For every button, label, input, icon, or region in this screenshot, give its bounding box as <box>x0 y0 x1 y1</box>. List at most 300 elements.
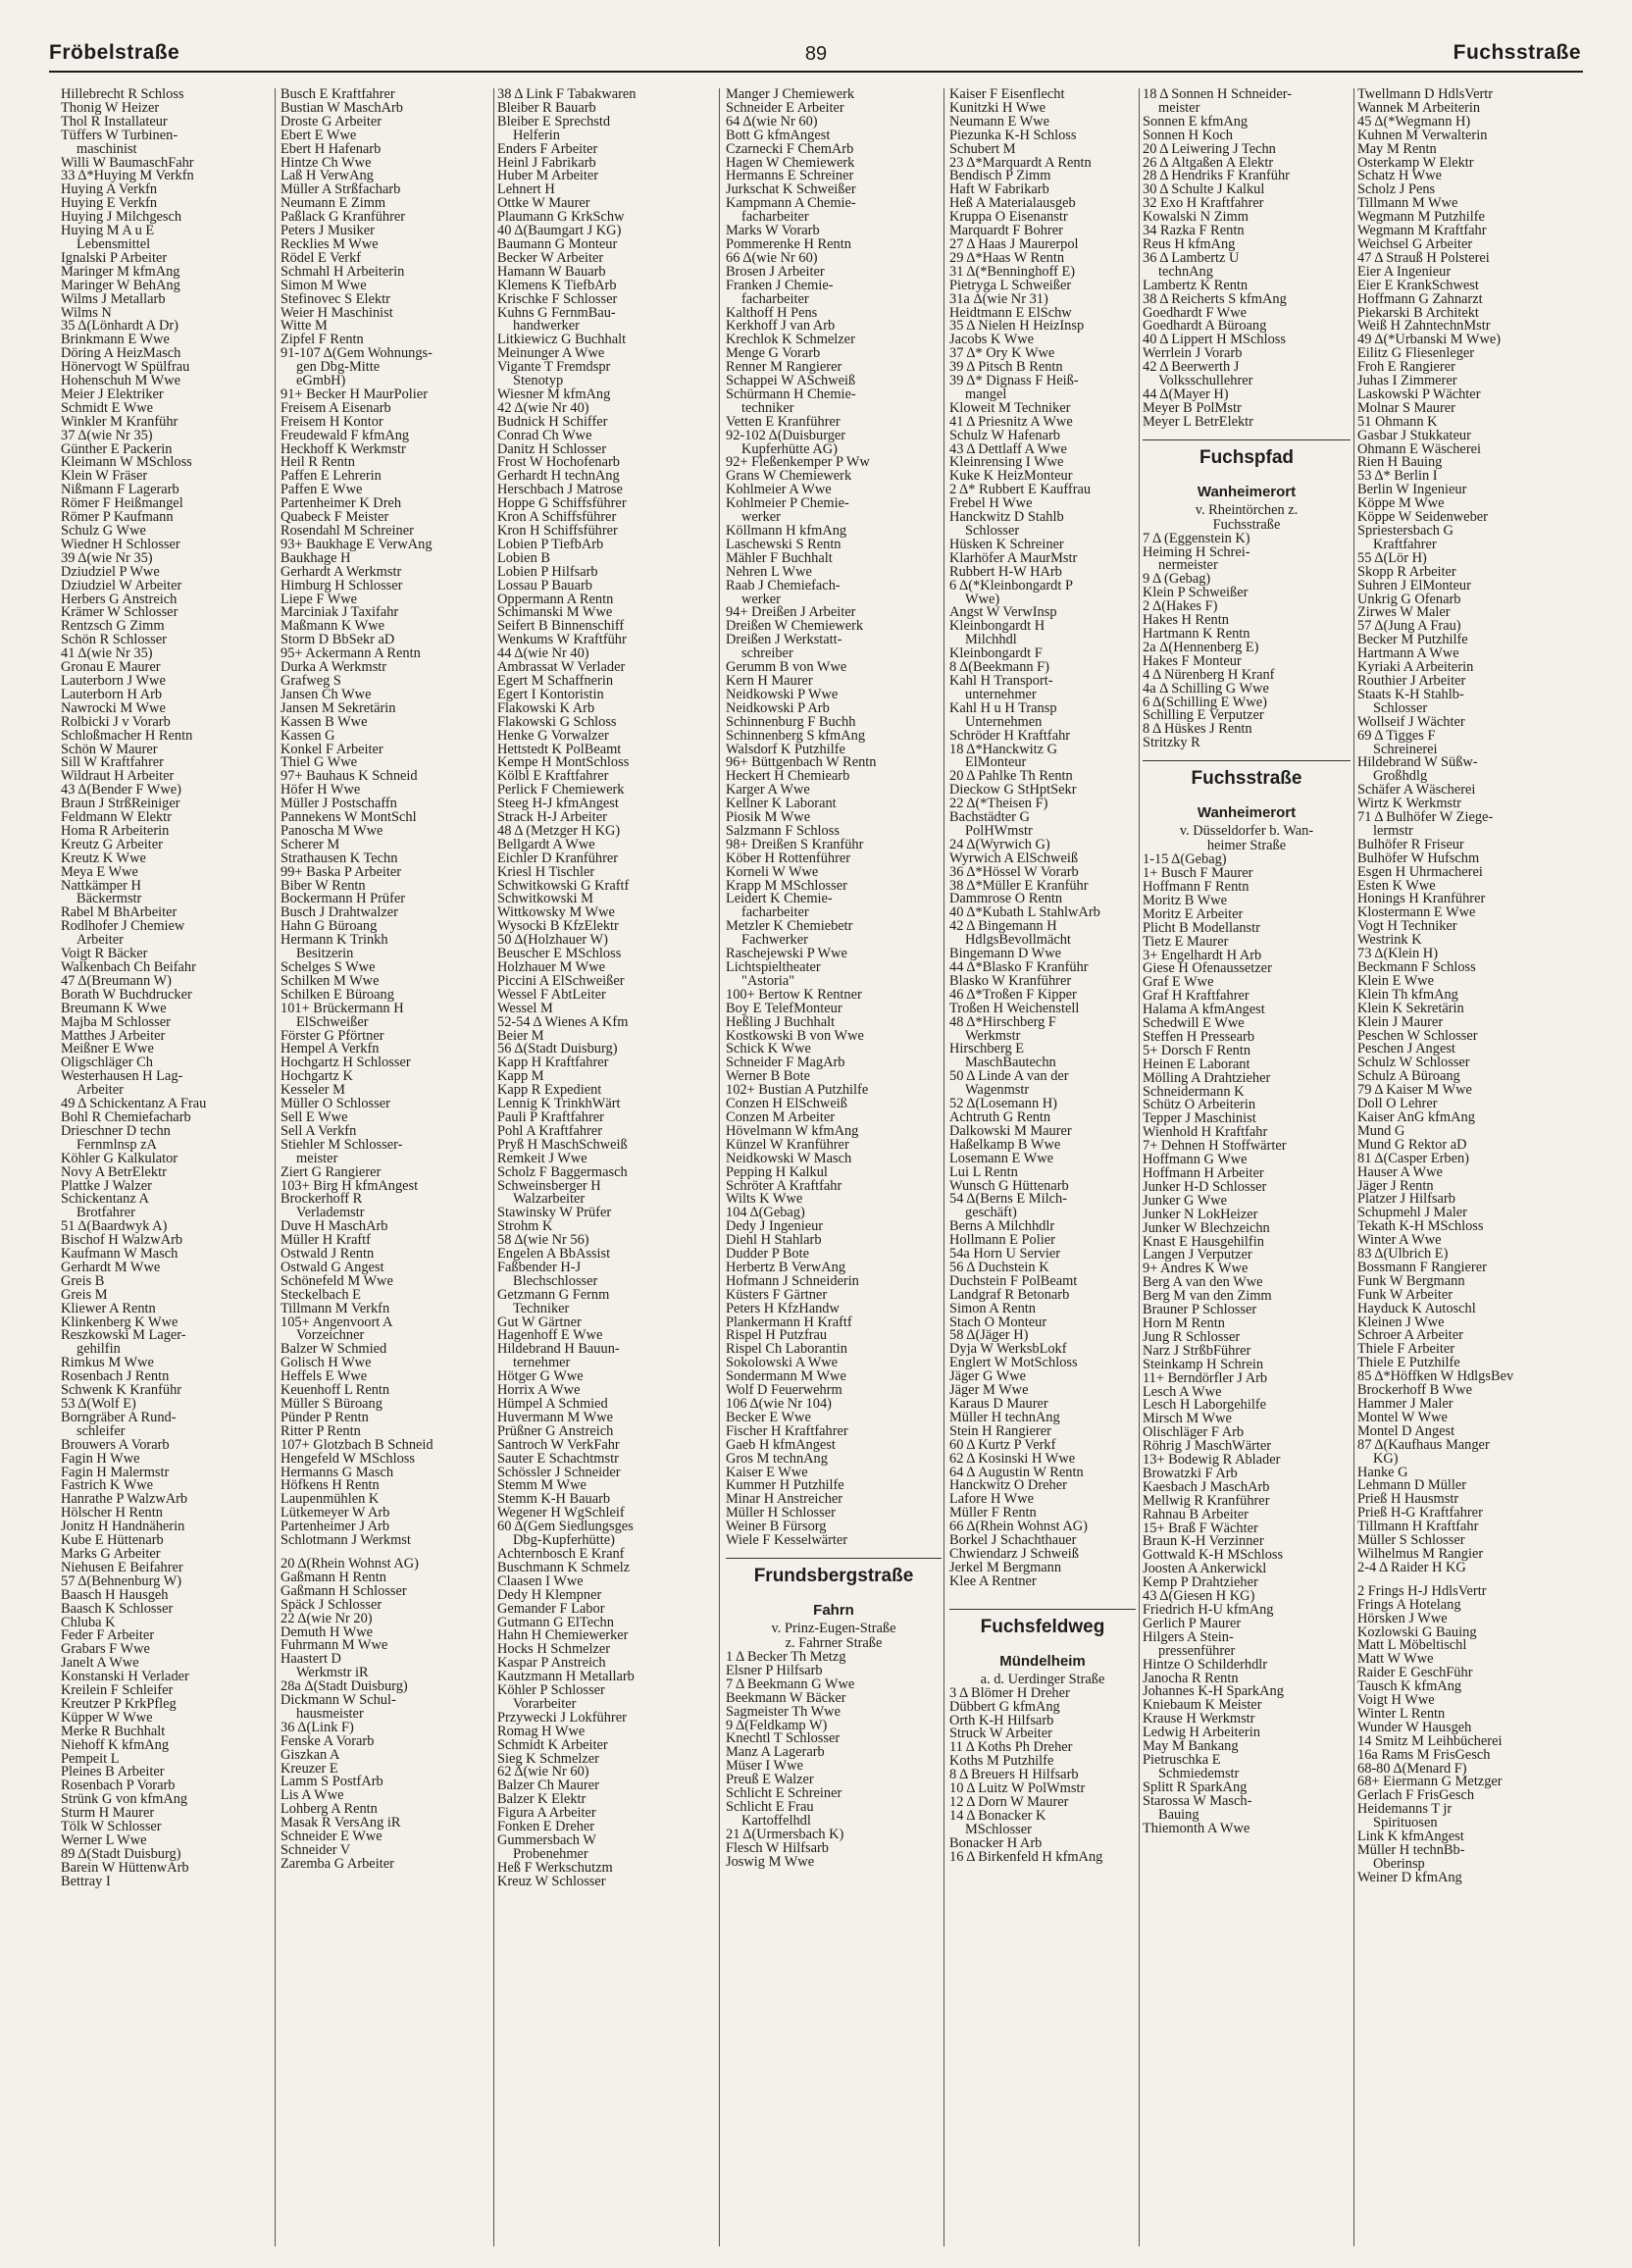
directory-entry: Laschewski S Rentn <box>726 536 842 552</box>
directory-entry: Wildraut H Arbeiter <box>61 768 175 785</box>
directory-entry: Schütz O Arbeiterin <box>1143 1097 1256 1113</box>
directory-entry: Schulz A Büroang <box>1357 1068 1460 1085</box>
directory-entry: Egert M Schaffnerin <box>497 672 614 689</box>
directory-entry: Köber H Rottenführer <box>726 850 851 866</box>
entry-continuation: Helferin <box>513 127 560 143</box>
directory-entry: Heinen E Laborant <box>1143 1056 1250 1072</box>
directory-entry: Höfer H Wwe <box>280 782 361 799</box>
entry-continuation: Bauing <box>1158 1806 1199 1823</box>
directory-entry: 53 Δ* Berlin I <box>1357 468 1438 485</box>
entry-continuation: PolHWmstr <box>965 822 1033 839</box>
directory-entry: 41 Δ Priesnitz A Wwe <box>949 413 1073 430</box>
directory-entry: Peschen J Angest <box>1357 1041 1455 1057</box>
directory-entry: Wilts K Wwe <box>726 1191 803 1208</box>
directory-entry: Marks G Arbeiter <box>61 1545 161 1562</box>
directory-entry: Freisem H Kontor <box>280 413 383 430</box>
directory-entry: Kerkhoff J van Arb <box>726 318 836 335</box>
directory-entry: Wegener H WgSchleif <box>497 1505 625 1521</box>
directory-entry: Karaus D Maurer <box>949 1396 1048 1412</box>
directory-entry: Grabars F Wwe <box>61 1641 150 1658</box>
directory-entry: Walsdorf K Putzhilfe <box>726 741 845 757</box>
entry-continuation: meister <box>1158 99 1200 116</box>
directory-entry: Breumann K Wwe <box>61 1000 167 1016</box>
directory-entry: Kriesl H Tischler <box>497 863 595 880</box>
directory-entry: Paffen E Wwe <box>280 482 363 498</box>
directory-entry: Herbertz B VerwAng <box>726 1259 846 1275</box>
directory-entry: Hanke G <box>1357 1464 1408 1480</box>
directory-entry: Baukhage H <box>280 549 351 566</box>
directory-entry: Kassen G <box>280 727 335 744</box>
directory-entry: 2 Frings H-J HdlsVertr <box>1357 1582 1487 1599</box>
entry-continuation: werker <box>741 509 781 526</box>
directory-entry: 51 Ohmann K <box>1357 413 1438 430</box>
directory-entry: Hörsken J Wwe <box>1357 1610 1448 1626</box>
directory-entry: Kohlmeier P Chemie- <box>726 495 849 512</box>
directory-entry: Jurkschat K Schweißer <box>726 181 856 198</box>
directory-entry: Hötger G Wwe <box>497 1368 584 1385</box>
directory-entry: Voigt R Bäcker <box>61 946 148 962</box>
directory-entry: Hermanns E Schreiner <box>726 168 854 184</box>
directory-entry: Gottwald K-H MSchloss <box>1143 1547 1284 1564</box>
entry-continuation: Volksschullehrer <box>1158 373 1253 389</box>
directory-entry: Kalthoff H Pens <box>726 304 818 321</box>
directory-entry: 13+ Bodewig R Ablader <box>1143 1452 1281 1469</box>
directory-entry: Wollseif J Wächter <box>1357 713 1465 730</box>
directory-entry: Pietruschka E <box>1143 1751 1221 1768</box>
entry-continuation: gen Dbg-Mitte <box>296 359 381 376</box>
directory-entry: Dalkowski M Maurer <box>949 1122 1072 1139</box>
directory-entry: Franken J Chemie- <box>726 277 834 293</box>
directory-entry: Willi W BaumaschFahr <box>61 154 194 171</box>
directory-entry: 9 Δ (Gebag) <box>1143 571 1211 588</box>
directory-entry: Kaspar P Anstreich <box>497 1655 606 1672</box>
directory-entry: 85 Δ*Höffken W HdlgsBev <box>1357 1368 1514 1385</box>
directory-entry: 69 Δ Tigges F <box>1357 727 1436 744</box>
directory-entry: Himburg H Schlosser <box>280 577 403 593</box>
directory-entry: Nawrocki M Wwe <box>61 699 166 716</box>
directory-entry: Heckert H Chemiearb <box>726 768 850 785</box>
directory-entry: Brauner P Schlosser <box>1143 1302 1257 1318</box>
directory-entry: Gerhardt A Werkmstr <box>280 563 402 580</box>
directory-entry: Goedhardt A Büroang <box>1143 318 1267 335</box>
directory-entry: Laskowski P Wächter <box>1357 386 1481 402</box>
directory-entry: Heiming H Schrei- <box>1143 543 1250 560</box>
directory-column-6 <box>1143 88 1351 2242</box>
directory-entry: Elsner P Hilfsarb <box>726 1662 823 1678</box>
directory-entry: 60 Δ(Gem Siedlungsges <box>497 1519 634 1535</box>
directory-entry: Leidert K Chemie- <box>726 891 833 907</box>
directory-entry: Westerhausen H Lag- <box>61 1068 183 1085</box>
directory-entry: Kube E Hüttenarb <box>61 1532 164 1549</box>
directory-entry: Paßlack G Kranführer <box>280 209 406 226</box>
directory-entry: Meißner E Wwe <box>61 1041 154 1057</box>
directory-entry: Hakes H Rentn <box>1143 612 1229 629</box>
directory-entry: Eilitz G Fliesenleger <box>1357 345 1475 362</box>
directory-entry: Funk W Arbeiter <box>1357 1286 1453 1303</box>
directory-entry: Fagin H Malermstr <box>61 1464 170 1480</box>
directory-entry: Wiele F Kesselwärter <box>726 1532 848 1549</box>
directory-entry: Schlicht E Frau <box>726 1798 814 1815</box>
directory-entry: Browatzki F Arb <box>1143 1465 1238 1481</box>
directory-entry: Hoffmann G Wwe <box>1143 1152 1248 1168</box>
directory-entry: Kleimann W MSchloss <box>61 454 192 471</box>
directory-entry: Wunsch G Hüttenarb <box>949 1177 1069 1194</box>
directory-entry: 38 Δ Reicherts S kfmAng <box>1143 290 1287 307</box>
directory-entry: Angst W VerwInsp <box>949 604 1057 621</box>
directory-entry: Strünk G von kfmAng <box>61 1791 188 1808</box>
directory-entry: Schwitkowski M <box>497 891 593 907</box>
directory-entry: Hoppe G Schiffsführer <box>497 495 627 512</box>
directory-entry: Bossmann F Rangierer <box>1357 1259 1487 1275</box>
directory-entry: Kassen B Wwe <box>280 713 368 730</box>
directory-entry: Balzer Ch Maurer <box>497 1778 599 1794</box>
directory-entry: 71 Δ Bulhöfer W Ziege- <box>1357 809 1494 826</box>
directory-entry: Renner M Rangierer <box>726 359 842 376</box>
directory-entry: Sokolowski A Wwe <box>726 1355 839 1371</box>
directory-entry: 10 Δ Luitz W PolWmstr <box>949 1780 1086 1797</box>
directory-entry: Weier H Maschinist <box>280 304 393 321</box>
directory-entry: Förster G Pförtner <box>280 1027 384 1044</box>
directory-entry: Becker E Wwe <box>726 1409 811 1425</box>
directory-entry: Piosik M Wwe <box>726 809 811 826</box>
directory-entry: 14 Δ Bonacker K <box>949 1807 1046 1824</box>
directory-entry: Hilgers A Stein- <box>1143 1628 1234 1645</box>
directory-entry: 18 Δ*Hanckwitz G <box>949 741 1057 757</box>
directory-entry: Gut W Gärtner <box>497 1314 582 1330</box>
directory-entry: Lehnert H <box>497 181 555 198</box>
directory-column-7 <box>1357 88 1579 2242</box>
directory-entry: Borath W Buchdrucker <box>61 986 192 1003</box>
directory-entry: Hohenschuh M Wwe <box>61 373 181 389</box>
directory-entry: Weiner D kfmAng <box>1357 1869 1462 1885</box>
directory-entry: Gros M technAng <box>726 1450 828 1467</box>
directory-entry: Schulz W Hafenarb <box>949 427 1060 443</box>
directory-entry: Reszkowski M Lager- <box>61 1327 186 1344</box>
directory-entry: Dudder P Bote <box>726 1246 810 1263</box>
directory-entry: Manz A Lagerarb <box>726 1744 825 1761</box>
directory-entry: Hofmann J Schneiderin <box>726 1272 859 1289</box>
directory-entry: Fagin H Wwe <box>61 1450 140 1467</box>
directory-entry: Rispel H Putzfrau <box>726 1327 828 1344</box>
directory-entry: Rosenbach J Rentn <box>61 1368 170 1385</box>
directory-entry: 22 Δ(wie Nr 20) <box>280 1610 373 1626</box>
directory-entry: Vogt H Techniker <box>1357 918 1457 935</box>
directory-entry: Pepping H Kalkul <box>726 1163 828 1180</box>
directory-entry: Joosten A Ankerwickl <box>1143 1561 1267 1577</box>
directory-entry: Beckmann F Schloss <box>1357 959 1476 975</box>
directory-entry: Heil R Rentn <box>280 454 355 471</box>
directory-entry: 2 Δ(Hakes F) <box>1143 598 1218 615</box>
directory-entry: Ebert H Hafenarb <box>280 140 382 157</box>
directory-entry: 48 Δ*Hirschberg F <box>949 1013 1056 1030</box>
directory-entry: Englert W MotSchloss <box>949 1355 1078 1371</box>
directory-entry: Dickmann W Schul- <box>280 1692 396 1709</box>
directory-entry: Schimanski M Wwe <box>497 604 613 621</box>
directory-entry: Holzhauer M Wwe <box>497 959 606 975</box>
directory-entry: Haft W Fabrikarb <box>949 181 1049 198</box>
directory-entry: Rodlhofer J Chemiew <box>61 918 185 935</box>
directory-entry: Ostwald G Angest <box>280 1259 384 1275</box>
directory-entry: Olischläger F Arb <box>1143 1424 1245 1441</box>
directory-entry: Claasen I Wwe <box>497 1572 584 1589</box>
directory-entry: Hanckwitz D Stahlb <box>949 509 1064 526</box>
directory-entry: Neumann E Zimm <box>280 195 386 212</box>
directory-entry: Stawinsky W Prüfer <box>497 1205 612 1221</box>
directory-entry: 43 Δ(Giesen H KG) <box>1143 1588 1255 1605</box>
directory-entry: Wilms N <box>61 304 112 321</box>
directory-entry: 24 Δ(Wyrwich G) <box>949 836 1050 852</box>
directory-entry: Tietz E Maurer <box>1143 933 1229 950</box>
directory-entry: Langen J Verputzer <box>1143 1247 1252 1263</box>
directory-entry: Berlin W Ingenieur <box>1357 482 1467 498</box>
directory-entry: Bulhöfer W Hufschm <box>1357 850 1480 866</box>
directory-entry: 79 Δ Kaiser M Wwe <box>1357 1082 1472 1099</box>
directory-entry: Hölscher H Rentn <box>61 1505 163 1521</box>
directory-entry: 42 Δ Beerwerth J <box>1143 359 1240 376</box>
directory-entry: Hirschberg E <box>949 1041 1025 1057</box>
entry-continuation: pressenführer <box>1158 1642 1236 1659</box>
directory-entry: 104 Δ(Gebag) <box>726 1205 805 1221</box>
directory-entry: 56 Δ Duchstein K <box>949 1259 1049 1275</box>
directory-entry: Plaumann G KrkSchw <box>497 209 625 226</box>
directory-entry: Sonnen H Koch <box>1143 127 1233 143</box>
directory-entry: Schäfer A Wäscherei <box>1357 782 1476 799</box>
street-range-note: v. Prinz-Eugen-Straße <box>771 1620 896 1636</box>
directory-entry: Schilling E Verputzer <box>1143 707 1264 724</box>
directory-entry: Schilken M Wwe <box>280 972 380 989</box>
entry-continuation: Spirituosen <box>1373 1815 1438 1831</box>
directory-entry: Frost W Hochofenarb <box>497 454 620 471</box>
directory-entry: Blasko W Kranführer <box>949 972 1072 989</box>
entry-continuation: Walzarbeiter <box>513 1191 586 1208</box>
directory-entry: Müller H Kraftf <box>280 1232 371 1249</box>
entry-continuation: Bäckermstr <box>76 891 142 907</box>
directory-entry: Knechtl T Schlosser <box>726 1730 841 1747</box>
entry-continuation: Vorzeichner <box>296 1327 365 1344</box>
directory-entry: Konkel F Arbeiter <box>280 741 383 757</box>
running-head-right: Fuchsstraße <box>1453 41 1581 64</box>
directory-entry: Reus H kfmAng <box>1143 235 1236 252</box>
directory-entry: 21 Δ(Urmersbach K) <box>726 1826 844 1842</box>
directory-entry: 42 Δ Bingemann H <box>949 918 1057 935</box>
column-separator <box>493 88 494 2246</box>
directory-entry: 27 Δ Haas J Maurerpol <box>949 235 1079 252</box>
entry-continuation: technAng <box>1158 263 1213 280</box>
entry-continuation: Schlosser <box>1373 699 1428 716</box>
entry-continuation: Schlosser <box>965 523 1020 539</box>
directory-entry: Flakowski K Arb <box>497 699 595 716</box>
directory-entry: Huvermann M Wwe <box>497 1409 614 1425</box>
directory-entry: 16 Δ Birkenfeld H kfmAng <box>949 1848 1103 1865</box>
directory-entry: Beuscher E MSchloss <box>497 946 622 962</box>
directory-entry: Zipfel F Rentn <box>280 332 364 348</box>
directory-entry: Flakowski G Schloss <box>497 713 617 730</box>
directory-entry: Maringer M kfmAng <box>61 263 180 280</box>
directory-entry: Klein E Wwe <box>1357 972 1435 989</box>
directory-entry: 91+ Becker H MaurPolier <box>280 386 428 402</box>
directory-entry: 52-54 Δ Wienes A Kfm <box>497 1013 629 1030</box>
directory-entry: 7 Δ (Eggenstein K) <box>1143 530 1250 546</box>
directory-entry: Henke G Vorwalzer <box>497 727 609 744</box>
directory-entry: Kloweit M Techniker <box>949 399 1071 416</box>
directory-entry: 28 Δ Hendriks F Kranführ <box>1143 168 1290 184</box>
directory-entry: Hönervogt W Spülfrau <box>61 359 190 376</box>
directory-entry: Dedy J Ingenieur <box>726 1218 824 1235</box>
entry-continuation: geschäft) <box>965 1205 1017 1221</box>
directory-entry: Esgen H Uhrmacherei <box>1357 863 1483 880</box>
directory-entry: Kreuzer E <box>280 1760 338 1777</box>
directory-entry: 105+ Angenvoort A <box>280 1314 393 1330</box>
directory-entry: Weiß H ZahntechnMstr <box>1357 318 1491 335</box>
directory-entry: 4 Δ Nürenberg H Kranf <box>1143 666 1275 683</box>
directory-entry: Jäger J Rentn <box>1357 1177 1434 1194</box>
directory-entry: Busch E Kraftfahrer <box>280 88 395 102</box>
directory-entry: Berns A Milchhdlr <box>949 1218 1055 1235</box>
directory-entry: Pannekens W MontSchl <box>280 809 417 826</box>
directory-column-2 <box>280 88 490 2242</box>
directory-entry: 60 Δ Kurtz P Verkf <box>949 1436 1056 1453</box>
directory-entry: Kuke K HeizMonteur <box>949 468 1073 485</box>
directory-entry: Egert I Kontoristin <box>497 686 604 702</box>
directory-entry: Schinnenberg S kfmAng <box>726 727 866 744</box>
directory-entry: Hermann K Trinkh <box>280 932 388 949</box>
directory-entry: Becker W Arbeiter <box>497 249 604 266</box>
directory-entry: Schönefeld M Wwe <box>280 1272 393 1289</box>
directory-entry: Achtruth G Rentn <box>949 1108 1051 1125</box>
directory-entry: Chluba K <box>61 1614 116 1630</box>
directory-entry: Chwiendarz J Schweiß <box>949 1545 1079 1562</box>
directory-entry: Kruppa O Eisenanstr <box>949 209 1068 226</box>
directory-entry: Troßen H Weichenstell <box>949 1000 1080 1016</box>
directory-entry: Masak R VersAng iR <box>280 1815 401 1831</box>
directory-entry: Römer F Heißmangel <box>61 495 183 512</box>
directory-entry: Matt L Möbeltischl <box>1357 1637 1467 1654</box>
directory-entry: 54a Horn U Servier <box>949 1246 1061 1263</box>
directory-entry: Kreuz W Schlosser <box>497 1873 606 1889</box>
directory-entry: 38 Δ*Müller E Kranführ <box>949 877 1089 894</box>
directory-entry: Bischof H WalzwArb <box>61 1232 183 1249</box>
column-separator <box>275 88 276 2246</box>
entry-continuation: MSchlosser <box>965 1821 1032 1837</box>
directory-entry: Bohl R Chemiefacharb <box>61 1108 191 1125</box>
directory-entry: Ziert G Rangierer <box>280 1163 382 1180</box>
directory-entry: Horrix A Wwe <box>497 1382 581 1399</box>
directory-entry: Froh E Rangierer <box>1357 359 1455 376</box>
directory-entry: Schneidermann K <box>1143 1083 1245 1100</box>
entry-continuation: Kupferhütte AG) <box>741 440 838 457</box>
directory-entry: Lambertz K Rentn <box>1143 277 1249 293</box>
directory-entry: Wysocki B KfzElektr <box>497 918 619 935</box>
directory-entry: Meya E Wwe <box>61 863 138 880</box>
directory-entry: Hengefeld W MSchloss <box>280 1450 415 1467</box>
directory-entry: Grans W Chemiewerk <box>726 468 852 485</box>
entry-continuation: mangel <box>965 386 1007 402</box>
directory-entry: Wienhold H Kraftfahr <box>1143 1124 1268 1141</box>
directory-entry: Dammrose O Rentn <box>949 891 1063 907</box>
directory-entry: Tekath K-H MSchloss <box>1357 1218 1484 1235</box>
directory-entry: Kunitzki H Wwe <box>949 99 1046 116</box>
directory-entry: Dziudziel P Wwe <box>61 563 160 580</box>
directory-entry: Vigante T Fremdspr <box>497 359 611 376</box>
directory-entry: 68-80 Δ(Menard F) <box>1357 1760 1467 1777</box>
directory-entry: Kempe H MontSchloss <box>497 754 630 771</box>
spacer <box>949 1589 1136 1599</box>
directory-entry: Winter A Wwe <box>1357 1232 1442 1249</box>
directory-entry: 7+ Dehnen H Stoffwärter <box>1143 1138 1287 1155</box>
directory-entry: Sell E Wwe <box>280 1108 348 1125</box>
directory-entry: 68+ Eiermann G Metzger <box>1357 1774 1503 1790</box>
entry-continuation: Wwe) <box>965 591 1000 607</box>
directory-entry: 44 Δ*Blasko F Kranführ <box>949 959 1089 975</box>
directory-entry: Engelen A BbAssist <box>497 1246 611 1263</box>
directory-entry: Hanckwitz O Dreher <box>949 1477 1067 1494</box>
directory-entry: Flesch W Hilfsarb <box>726 1839 829 1856</box>
directory-entry: Klostermann E Wwe <box>1357 904 1476 921</box>
directory-entry: Budnick H Schiffer <box>497 413 608 430</box>
directory-entry: Mähler F Buchhalt <box>726 549 833 566</box>
directory-entry: Schulz G Wwe <box>61 523 146 539</box>
directory-entry: Piccini A ElSchweißer <box>497 972 625 989</box>
directory-entry: Marquardt F Bohrer <box>949 223 1063 239</box>
directory-entry: 8 Δ(Beekmann F) <box>949 659 1049 676</box>
directory-entry: Scherer M <box>280 836 340 852</box>
directory-entry: Kern H Maurer <box>726 672 813 689</box>
directory-entry: 20 Δ Pahlke Th Rentn <box>949 768 1073 785</box>
directory-entry: Pietryga L Schweißer <box>949 277 1072 293</box>
directory-entry: Menge G Vorarb <box>726 345 821 362</box>
directory-entry: Janelt A Wwe <box>61 1655 139 1672</box>
directory-entry: Rentzsch G Zimm <box>61 618 165 635</box>
directory-entry: Fonken E Dreher <box>497 1819 595 1835</box>
directory-entry: Sagmeister Th Wwe <box>726 1703 841 1720</box>
entry-continuation: Kraftfahrer <box>1373 536 1437 552</box>
directory-entry: 16a Rams M FrisGesch <box>1357 1746 1491 1763</box>
directory-entry: Schössler J Schneider <box>497 1464 621 1480</box>
directory-entry: Kummer H Putzhilfe <box>726 1477 844 1494</box>
directory-entry: Lauterborn H Arb <box>61 686 163 702</box>
directory-entry: Hagen W Chemiewerk <box>726 154 855 171</box>
directory-entry: Friedrich H-U kfmAng <box>1143 1602 1274 1618</box>
directory-entry: Berg M van den Zimm <box>1143 1288 1272 1305</box>
running-head-left: Fröbelstraße <box>49 41 180 64</box>
entry-continuation: MaschBautechn <box>965 1055 1056 1071</box>
directory-entry: Braun K-H Verzinner <box>1143 1533 1264 1550</box>
directory-entry: Hempel A Verkfn <box>280 1041 380 1057</box>
directory-entry: Bachstädter G <box>949 809 1030 826</box>
directory-entry: 3 Δ Blömer H Dreher <box>949 1684 1070 1701</box>
directory-entry: 87 Δ(Kaufhaus Manger <box>1357 1436 1490 1453</box>
directory-entry: Plicht B Modellanstr <box>1143 919 1260 936</box>
directory-entry: Schmidt K Arbeiter <box>497 1736 608 1753</box>
entry-continuation: Techniker <box>513 1300 570 1316</box>
street-range-note: v. Rheintörchen z. <box>1195 501 1299 518</box>
directory-entry: Vetten E Kranführer <box>726 413 841 430</box>
directory-entry: Kellner K Laborant <box>726 796 837 812</box>
directory-entry: Lobien P Hilfsarb <box>497 563 598 580</box>
directory-entry: 8 Δ Hüskes J Rentn <box>1143 721 1252 738</box>
district-name: Wanheimerort <box>1197 804 1297 822</box>
directory-entry: Schwitkowski G Kraftf <box>497 877 630 894</box>
directory-entry: Heffels E Wwe <box>280 1368 368 1385</box>
directory-entry: Kaesbach J MaschArb <box>1143 1478 1270 1495</box>
directory-entry: Bendisch P Zimm <box>949 168 1051 184</box>
directory-entry: 62 Δ(wie Nr 60) <box>497 1764 589 1780</box>
directory-entry: Müller H Schlosser <box>726 1505 836 1521</box>
directory-entry: 92+ Fleßenkemper P Ww <box>726 454 870 471</box>
directory-entry: Panoscha M Wwe <box>280 822 383 839</box>
directory-entry: Scholz F Baggermasch <box>497 1163 628 1180</box>
entry-continuation: facharbeiter <box>741 209 809 226</box>
